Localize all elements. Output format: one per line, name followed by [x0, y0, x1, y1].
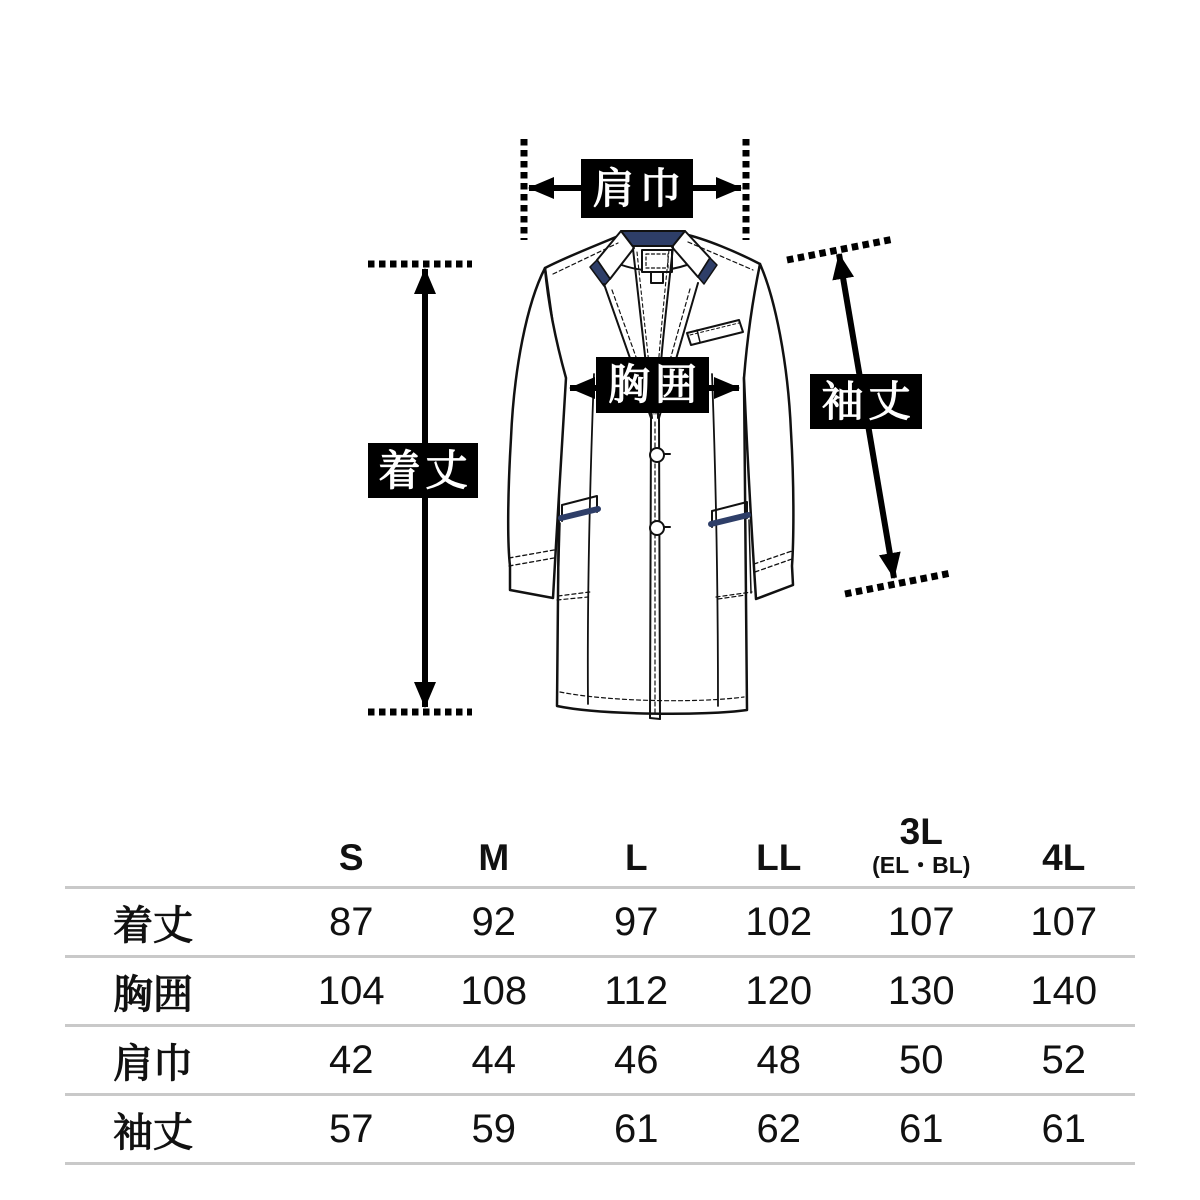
body-length-label: 着丈	[368, 443, 478, 498]
lab-coat-drawing	[508, 231, 793, 719]
column-header-m: M	[478, 837, 510, 879]
column-header-ll: LL	[756, 837, 802, 879]
column-header-3l: 3L (EL・BL)	[872, 810, 971, 878]
right-sleeve	[744, 264, 793, 599]
row-label: 肩巾	[113, 1041, 193, 1086]
table-row-sleeve-length: 袖丈 57 59 61 62 61 61	[65, 1096, 1135, 1165]
placket-left	[650, 418, 651, 718]
sleeve-length-label: 袖丈	[810, 374, 922, 429]
placket-right	[659, 418, 660, 719]
hanger-loop	[651, 272, 663, 283]
column-header-4l: 4L	[1042, 837, 1086, 879]
coat-body	[545, 234, 760, 714]
table-row-chest: 胸囲 104 108 112 120 130 140	[65, 958, 1135, 1027]
sleeve-guide-bottom	[845, 573, 951, 594]
button-bottom	[650, 521, 664, 535]
table-row-body-length: 着丈 87 92 97 102 107 107	[65, 889, 1135, 958]
row-label: 胸囲	[113, 972, 193, 1017]
size-table-header	[65, 797, 1135, 889]
column-header-l: L	[624, 837, 648, 879]
row-label: 着丈	[113, 903, 193, 948]
button-top	[650, 448, 664, 462]
row-label: 袖丈	[113, 1110, 193, 1155]
shoulder-width-label: 肩巾	[581, 159, 693, 218]
placket-bottom	[650, 718, 660, 719]
table-row-shoulder-width: 肩巾 42 44 46 48 50 52	[65, 1027, 1135, 1096]
chest-label: 胸囲	[596, 357, 709, 413]
column-header-s: S	[338, 837, 364, 879]
size-table	[65, 797, 1135, 1165]
